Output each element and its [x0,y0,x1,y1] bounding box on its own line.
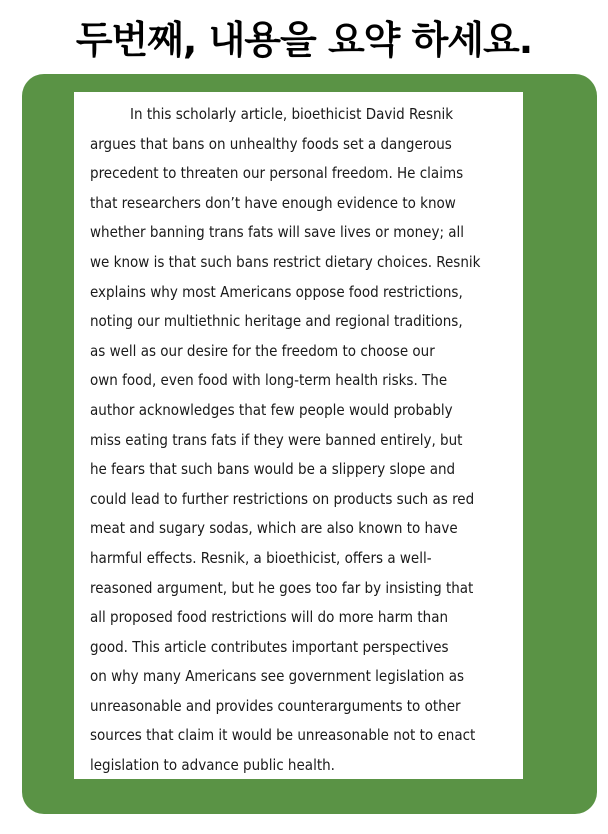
passage-line: own food, even food with long-term health risks. The [90,371,448,390]
passage-line: meat and sugary sodas, which are also known to have [90,519,458,538]
passage-line: sources that claim it would be unreasonable not to enact [90,726,476,745]
passage-line: noting our multiethnic heritage and regional traditions, [90,312,463,331]
passage-line: on why many Americans see government legislation as [90,667,465,686]
passage-line: miss eating trans fats if they were banned entirely, but [90,430,463,449]
passage-line: we know is that such bans restrict dietary choices. Resnik [90,252,481,271]
page-title: 두번째, 내용을 요약 하세요. [75,18,533,62]
passage-line: unreasonable and provides counterarguments to other [90,696,461,715]
passage-line: could lead to further restrictions on products such as red [90,489,475,508]
passage-line: argues that bans on unhealthy foods set a dangerous [90,134,452,153]
passage-line: precedent to threaten our personal freedom. He claims [90,164,464,183]
passage-line: all proposed food restrictions will do more harm than [90,608,449,627]
passage-line: he fears that such bans would be a slippery slope and [90,460,456,479]
passage-line: as well as our desire for the freedom to choose our [90,341,435,360]
passage-line: reasoned argument, but he goes too far by insisting that [90,578,474,597]
passage-line: In this scholarly article, bioethicist David Resnik [130,105,454,123]
passage-paper [74,92,523,779]
passage-line: legislation to advance public health. [90,756,335,775]
passage-line: good. This article contributes important perspectives [90,637,449,656]
passage-line: explains why most Americans oppose food restrictions, [90,282,463,301]
passage-text [90,100,517,781]
passage-line: harmful effects. Resnik, a bioethicist, offers a well- [90,548,432,567]
passage-line: whether banning trans fats will save lives or money; all [90,223,465,242]
passage-line: author acknowledges that few people would probably [90,400,453,419]
passage-line: that researchers don’t have enough evidence to know [90,193,456,212]
